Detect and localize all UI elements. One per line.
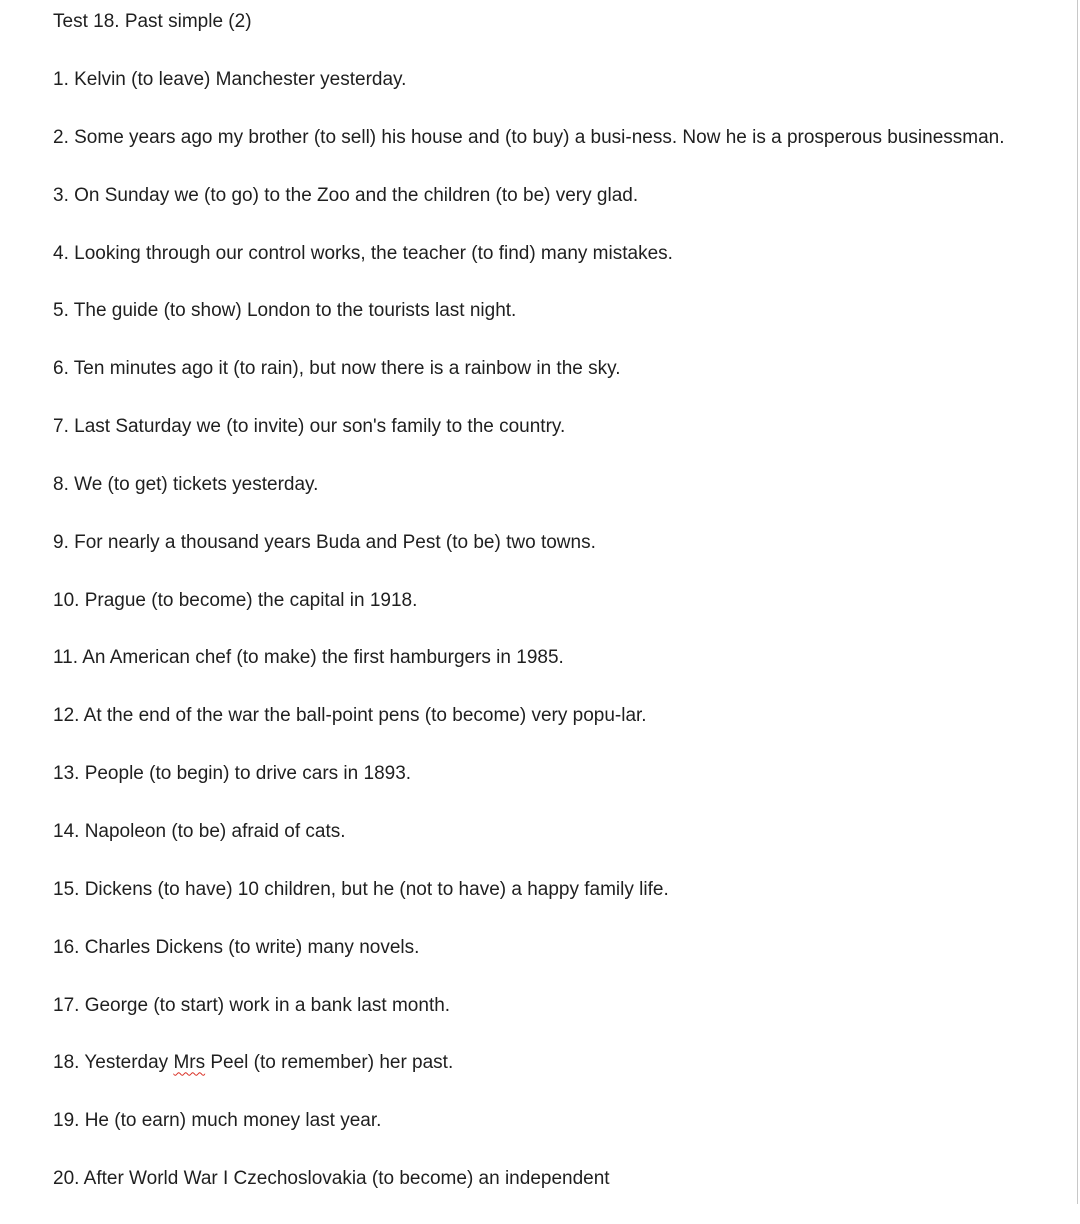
exercise-item-1: 1. Kelvin (to leave) Manchester yesterday.	[53, 69, 407, 90]
exercise-item-6: 6. Ten minutes ago it (to rain), but now there is a rainbow in the sky.	[53, 358, 621, 380]
exercise-item-10: 10. Prague (to become) the capital in 1918.	[53, 589, 418, 611]
exercise-item-5: 5. The guide (to show) London to the tourists last night.	[53, 300, 517, 322]
exercise-item-9: 9. For nearly a thousand years Buda and Pest (to be) two towns.	[53, 531, 596, 553]
exercise-item-8: 8. We (to get) tickets yesterday.	[53, 473, 319, 495]
exercise-item-3: 3. On Sunday we (to go) to the Zoo and the children (to be) very glad.	[53, 184, 639, 206]
exercise-item-13: 13. People (to begin) to drive cars in 1893.	[53, 763, 412, 785]
exercise-item-17: 17. George (to start) work in a bank last month.	[53, 994, 451, 1016]
exercise-item-20: 20. After World War I Czechoslovakia (to become) an independent	[53, 1168, 610, 1190]
spelling-flagged-word[interactable]: Mrs	[173, 1052, 206, 1074]
exercise-item-15: 15. Dickens (to have) 10 children, but he (not to have) a happy family life.	[53, 878, 669, 900]
page-edge-divider	[1077, 0, 1078, 1204]
exercise-item-11: 11. An American chef (to make) the first hamburgers in 1985.	[53, 647, 564, 669]
document-title: Test 18. Past simple (2)	[53, 11, 252, 32]
exercise-item-14: 14. Napoleon (to be) afraid of cats.	[53, 820, 346, 842]
exercise-item-12: 12. At the end of the war the ball-point pens (to become) very popu-lar.	[53, 705, 647, 727]
exercise-list	[53, 67, 1005, 1224]
exercise-item-7: 7. Last Saturday we (to invite) our son's family to the country.	[53, 416, 566, 438]
exercise-item-4: 4. Looking through our control works, the teacher (to find) many mistakes.	[53, 242, 673, 264]
exercise-item-19: 19. He (to earn) much money last year.	[53, 1110, 382, 1132]
exercise-item-16: 16. Charles Dickens (to write) many novels.	[53, 936, 420, 958]
exercise-item-18	[53, 1050, 1005, 1108]
exercise-item-18-start: 18. Yesterday	[53, 1052, 174, 1074]
exercise-item-18-end: Peel (to remember) her past.	[205, 1052, 454, 1074]
exercise-item-2: 2. Some years ago my brother (to sell) his house and (to buy) a busi-ness. Now he is a prosperous businessman.	[53, 126, 1005, 148]
